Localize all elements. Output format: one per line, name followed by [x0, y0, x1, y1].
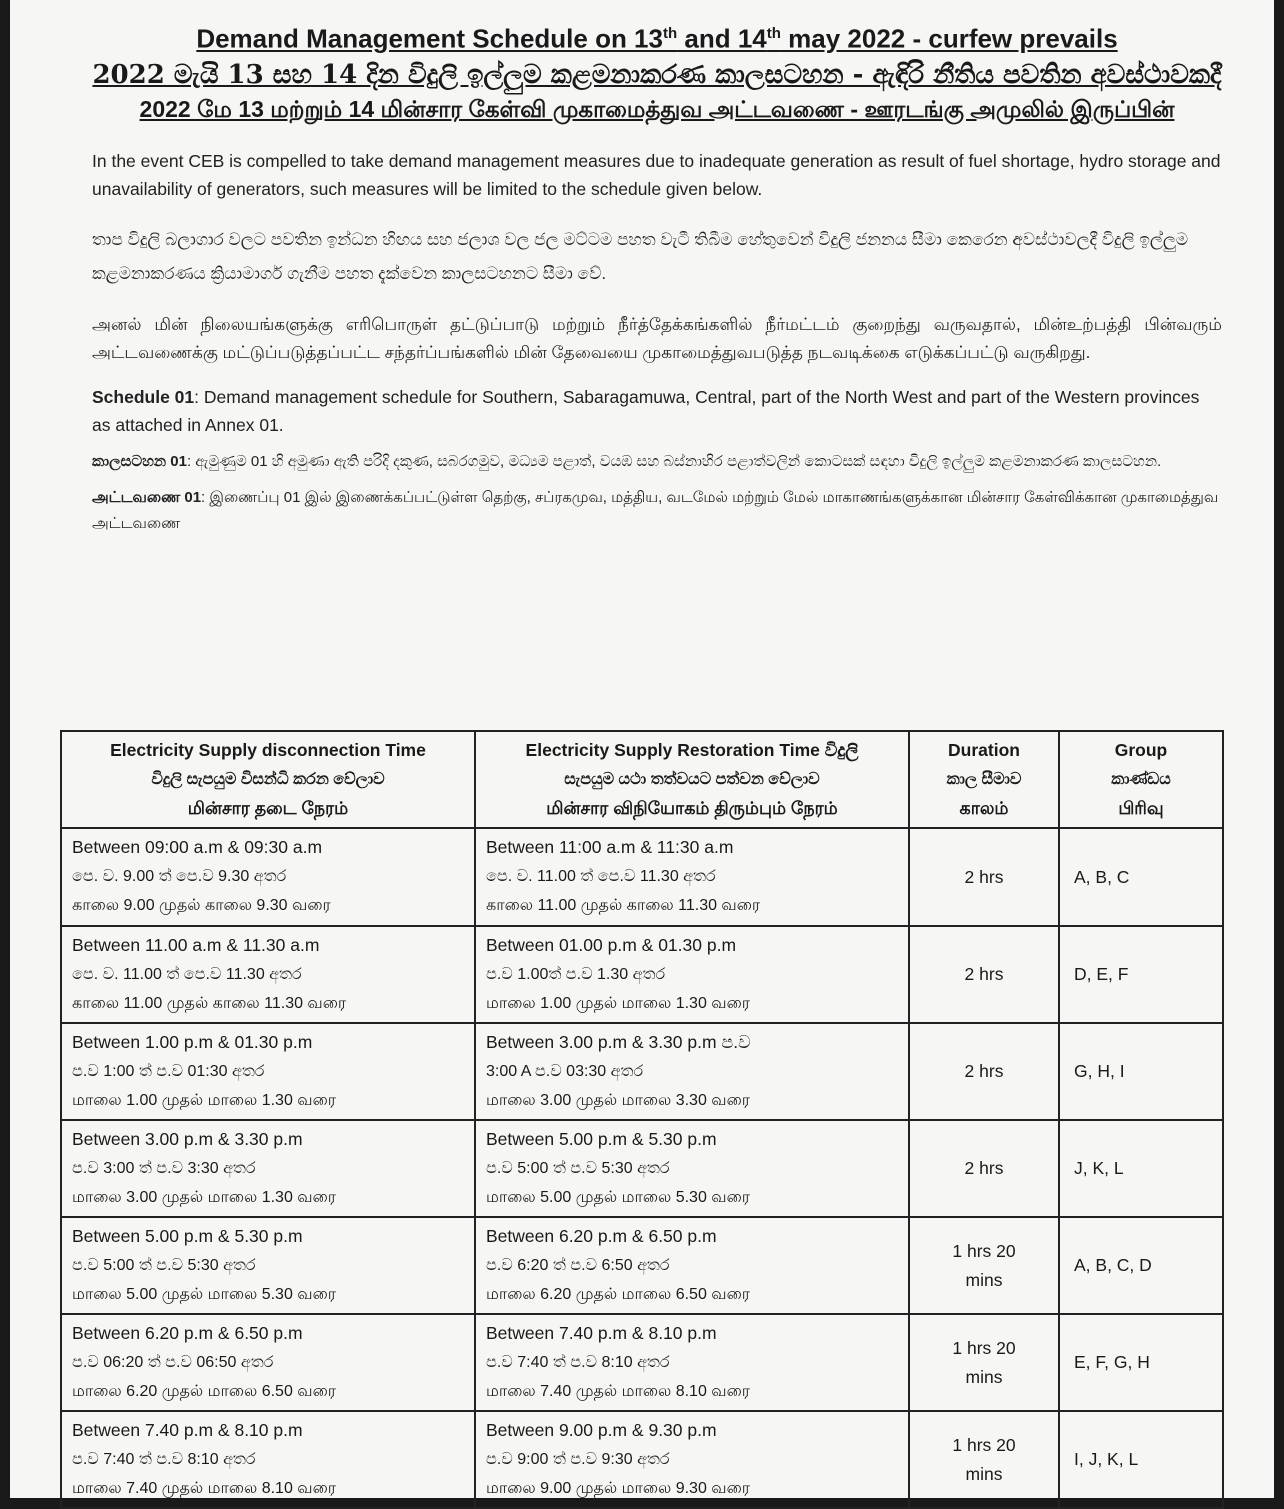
duration-cell: 2 hrs [909, 926, 1059, 1023]
table-row [61, 1023, 1223, 1120]
duration-cell: 2 hrs [909, 1023, 1059, 1120]
intro-tamil: அனல் மின் நிலையங்களுக்கு எரிபொருள் தட்டுப்பாடு மற்றும் நீர்த்தேக்கங்களில் நீர்மட்டம் குறைந்து வருவதால், மின்உற்பத்தி பின்வரும் அட்டவணைக்கு மட்டுப்படுத்தப்பட்ட சந்தர்ப்பங்களில் மின் தேவையை முகாமைத்துவபடுத்த நடவடிக்கை எடுக்கப்பட்டு வருகிறது. [92, 314, 1222, 362]
disconnection-time-cell: Between 1.00 p.m & 01.30 p.m ප.ව 1:00 ත් ප.ව 01:30 අතර மாலை 1.00 முதல் மாலை 1.30 வரை [61, 1023, 475, 1120]
table-row [61, 1411, 1223, 1508]
table-row [61, 1217, 1223, 1314]
disconnection-time-cell: Between 09:00 a.m & 09:30 a.m පෙ. ව. 9.00 ත් පෙ.ව 9.30 අතර காலை 9.00 முதல் காலை 9.30 வரை [61, 828, 475, 926]
table-row [61, 828, 1223, 926]
schedule-english: Schedule 01: Demand management schedule for Southern, Sabaragamuwa, Central, part of the North West and part of the Western provinces as attached in Annex 01. [92, 386, 1200, 435]
document-header [92, 16, 1222, 537]
table-row [61, 1314, 1223, 1411]
disconnection-time-cell: Between 11.00 a.m & 11.30 a.m පෙ. ව. 11.00 ත් පෙ.ව 11.30 අතර காலை 11.00 முதல் காலை 11.30 வரை [61, 926, 475, 1023]
title-english: Demand Management Schedule on 13th and 14th may 2022 - curfew prevails [196, 23, 1118, 54]
intro-english: In the event CEB is compelled to take demand management measures due to inadequate generation as result of fuel shortage, hydro storage and unavailability of generators, such measures will be limited to the schedule given below. [92, 150, 1221, 199]
header-duration: Duration කාල සීමාව காலம் [909, 731, 1059, 828]
header-disconnection-time: Electricity Supply disconnection Time විදුලි සැපයුම විසන්ධි කරන වේලාව மின்சார தடை நேரம் [61, 731, 475, 828]
title-tamil: 2022 மே 13 மற்றும் 14 மின்சார கேள்வி முகாமைத்துவ அட்டவணை - ஊரடங்கு அமுலில் இருப்பின் [139, 95, 1175, 122]
intro-sinhala: තාප විදුලි බලාගාර වලට පවතින ඉන්ධන හිඟය සහ ජලාශ වල ජල මට්ටම පහත වැටී තිබීම හේතුවෙන් විදුලි ජනනය සීමා කෙරෙන අවස්ථාවලදී විදුලි ඉල්ලුම කළමනාකරණය ක්‍රියාමාර්ග ගැනීම පහත දැක්වෙන කාලසටහනට සීමා වේ. [92, 229, 1189, 283]
group-cell: I, J, K, L [1059, 1411, 1223, 1508]
duration-cell: 2 hrs [909, 1120, 1059, 1217]
duration-cell: 1 hrs 20 mins [909, 1314, 1059, 1411]
schedule-table [60, 730, 1224, 1509]
restoration-time-cell: Between 01.00 p.m & 01.30 p.m ප.ව 1.00ත් ප.ව 1.30 අතර மாலை 1.00 முதல் மாலை 1.30 வரை [475, 926, 909, 1023]
disconnection-time-cell: Between 7.40 p.m & 8.10 p.m ප.ව 7:40 ත් ප.ව 8:10 අතර மாலை 7.40 முதல் மாலை 8.10 வரை [61, 1411, 475, 1508]
group-cell: E, F, G, H [1059, 1314, 1223, 1411]
group-cell: A, B, C, D [1059, 1217, 1223, 1314]
restoration-time-cell: Between 6.20 p.m & 6.50 p.m ප.ව 6:20 ත් ප.ව 6:50 අතර மாலை 6.20 முதல் மாலை 6.50 வரை [475, 1217, 909, 1314]
title-sinhala: 2022 මැයි 13 සහ 14 දින විදුලි ඉල්ලුම කළමනාකරණ කාලසටහන - ඇඳිරි නීතිය පවතින අවස්ථාවකදී [92, 59, 1222, 90]
disconnection-time-cell: Between 5.00 p.m & 5.30 p.m ප.ව 5:00 ත් ප.ව 5:30 අතර மாலை 5.00 முதல் மாலை 5.30 வரை [61, 1217, 475, 1314]
disconnection-time-cell: Between 6.20 p.m & 6.50 p.m ප.ව 06:20 ත් ප.ව 06:50 අතර மாலை 6.20 முதல் மாலை 6.50 வரை [61, 1314, 475, 1411]
table-row [61, 926, 1223, 1023]
group-cell: G, H, I [1059, 1023, 1223, 1120]
group-cell: J, K, L [1059, 1120, 1223, 1217]
table-header-row [61, 731, 1223, 828]
restoration-time-cell: Between 3.00 p.m & 3.30 p.m ප.ව 3:00 A ප.ව 03:30 අතර மாலை 3.00 முதல் மாலை 3.30 வரை [475, 1023, 909, 1120]
header-group: Group කාණ්ඩය பிரிவு [1059, 731, 1223, 828]
restoration-time-cell: Between 9.00 p.m & 9.30 p.m ප.ව 9:00 ත් ප.ව 9:30 අතර மாலை 9.00 முதல் மாலை 9.30 வரை [475, 1411, 909, 1508]
disconnection-time-cell: Between 3.00 p.m & 3.30 p.m ප.ව 3:00 ත් ප.ව 3:30 අතර மாலை 3.00 முதல் மாலை 1.30 வரை [61, 1120, 475, 1217]
duration-cell: 2 hrs [909, 828, 1059, 926]
restoration-time-cell: Between 7.40 p.m & 8.10 p.m ප.ව 7:40 ත් ප.ව 8:10 අතර மாலை 7.40 முதல் மாலை 8.10 வரை [475, 1314, 909, 1411]
document-page [10, 0, 1274, 1498]
header-restoration-time: Electricity Supply Restoration Time විදුලි සැපයුම යථා තත්වයට පත්වන වේලාව மின்சார விநியோகம் திரும்பும் நேரம் [475, 731, 909, 828]
table-row [61, 1120, 1223, 1217]
duration-cell: 1 hrs 20 mins [909, 1411, 1059, 1508]
restoration-time-cell: Between 11:00 a.m & 11:30 a.m පෙ. ව. 11.00 ත් පෙ.ව 11.30 අතර காலை 11.00 முதல் காலை 11.30 வரை [475, 828, 909, 926]
duration-cell: 1 hrs 20 mins [909, 1217, 1059, 1314]
restoration-time-cell: Between 5.00 p.m & 5.30 p.m ප.ව 5:00 ත් ප.ව 5:30 අතර மாலை 5.00 முதல் மாலை 5.30 வரை [475, 1120, 909, 1217]
schedule-tamil: அட்டவணை 01: இணைப்பு 01 இல் இணைக்கப்பட்டுள்ள தெற்கு, சப்ரகமுவ, மத்திய, வடமேல் மற்றும் மேல் மாகாணங்களுக்கான மின்சார கேள்விக்கான முகாமைத்துவ அட்டவணை [92, 488, 1219, 532]
group-cell: A, B, C [1059, 828, 1223, 926]
group-cell: D, E, F [1059, 926, 1223, 1023]
schedule-sinhala: කාලසටහන 01: ඇමුණුම 01 හි අමුණා ඇති පරිදි දකුණ, සබරගමුව, මධ්‍යම පළාත්, වයඹ සහ බස්නාහිර පළාත්වලින් කොටසක් සඳහා විදුලි ඉල්ලුම කළමනාකරණ කාලසටහන. [92, 452, 1162, 470]
